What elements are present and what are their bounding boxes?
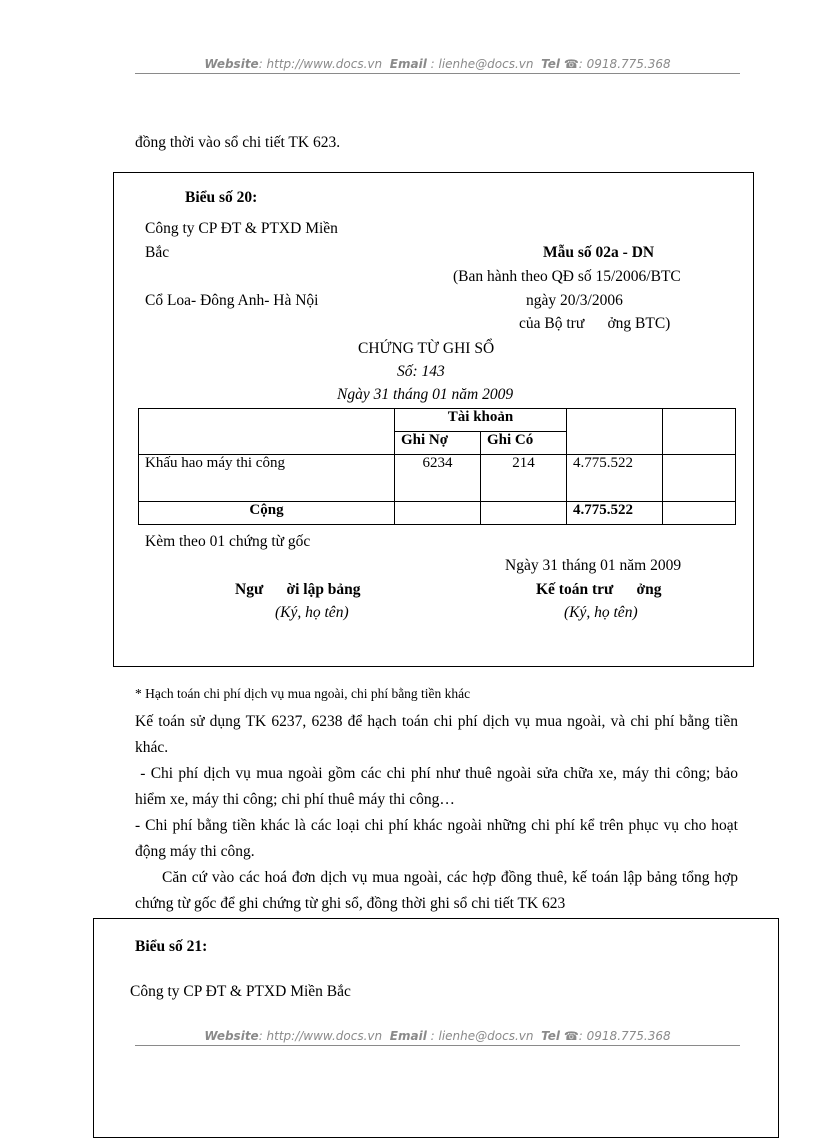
account-header: Tài khoản [395, 409, 567, 432]
doc-title: CHỨNG TỪ GHI SỔ [358, 340, 495, 357]
paragraph: - Chi phí bằng tiền khác là các loại chi phí khác ngoài những chi phí kể trên phục vụ cho hoạt động máy thi công. [135, 817, 738, 860]
paragraph: - Chi phí dịch vụ mua ngoài gồm các chi phí như thuê ngoài sửa chữa xe, máy thi công; bảo hiểm xe, máy thi công; chi phí thuê máy thi công… [135, 765, 742, 808]
company-address: Cổ Loa- Đông Anh- Hà Nội [145, 292, 319, 309]
total-row [139, 502, 736, 525]
debit-header: Ghi Nợ [395, 432, 481, 455]
form-21-label: Biểu số 21: [135, 938, 208, 955]
ledger-table [138, 408, 736, 525]
form-21-company: Công ty CP ĐT & PTXD Miền Bắc [130, 983, 351, 1000]
row-debit: 6234 [395, 455, 481, 502]
website-label: Website [204, 1029, 259, 1043]
paragraph: Kế toán sử dụng TK 6237, 6238 để hạch toán chi phí dịch vụ mua ngoài, và chi phí bằng tiền khác. [135, 713, 738, 756]
email-label: Email [389, 1029, 427, 1043]
doc-number: Số: 143 [397, 363, 445, 380]
decree-line3: của Bộ trư ởng BTC) [519, 315, 671, 332]
phone-icon: ☎ [563, 1029, 579, 1043]
row-amount: 4.775.522 [567, 455, 663, 502]
website-value[interactable]: : http://www.docs.vn [258, 1029, 383, 1043]
preparer-title: Ngư ời lập bảng [235, 581, 361, 598]
website-value[interactable]: : http://www.docs.vn [258, 57, 383, 71]
note-header-cell [663, 409, 736, 455]
form-code: Mẫu số 02a - DN [543, 244, 655, 261]
decree-line2: ngày 20/3/2006 [526, 292, 623, 309]
chief-signature-note: (Ký, họ tên) [564, 604, 638, 621]
row-desc: Khấu hao máy thi công [139, 455, 395, 502]
tel-value: : 0918.775.368 [578, 57, 671, 71]
desc-header-cell [139, 409, 395, 455]
email-value[interactable]: : lienhe@docs.vn [430, 1029, 534, 1043]
company-name-line1: Công ty CP ĐT & PTXD Miền [145, 220, 338, 237]
doc-date: Ngày 31 tháng 01 năm 2009 [337, 386, 514, 403]
sign-date: Ngày 31 tháng 01 năm 2009 [505, 557, 682, 574]
tel-value: : 0918.775.368 [578, 1029, 671, 1043]
intro-line: đồng thời vào sổ chi tiết TK 623. [135, 134, 341, 151]
chief-accountant-title: Kế toán trư ởng [536, 581, 662, 598]
website-label: Website [204, 57, 259, 71]
attached-docs: Kèm theo 01 chứng từ gốc [145, 533, 311, 550]
section-heading: * Hạch toán chi phí dịch vụ mua ngoài, chi phí bằng tiền khác [135, 686, 471, 701]
credit-header: Ghi Có [481, 432, 567, 455]
form-20-label: Biểu số 20: [185, 189, 258, 206]
email-value[interactable]: : lienhe@docs.vn [430, 57, 534, 71]
preparer-signature-note: (Ký, họ tên) [275, 604, 349, 621]
tel-label: Tel [541, 1029, 561, 1043]
email-label: Email [389, 57, 427, 71]
phone-icon: ☎ [563, 57, 579, 71]
total-label: Cộng [139, 502, 395, 525]
paragraph: Căn cứ vào các hoá đơn dịch vụ mua ngoài, các hợp đồng thuê, kế toán lập bảng tổng hợp chứng từ gốc để ghi chứng từ ghi sổ, đồng thời ghi sổ chi tiết TK 623 [135, 869, 738, 912]
page-footer [135, 1029, 740, 1046]
page-header [135, 57, 740, 74]
table-row [139, 455, 736, 502]
row-credit: 214 [481, 455, 567, 502]
total-amount: 4.775.522 [567, 502, 663, 525]
company-name-line2: Bắc [145, 244, 170, 261]
amount-header-cell [567, 409, 663, 455]
decree-line1: (Ban hành theo QĐ số 15/2006/BTC [453, 268, 681, 285]
row-note [663, 455, 736, 502]
tel-label: Tel [541, 57, 561, 71]
